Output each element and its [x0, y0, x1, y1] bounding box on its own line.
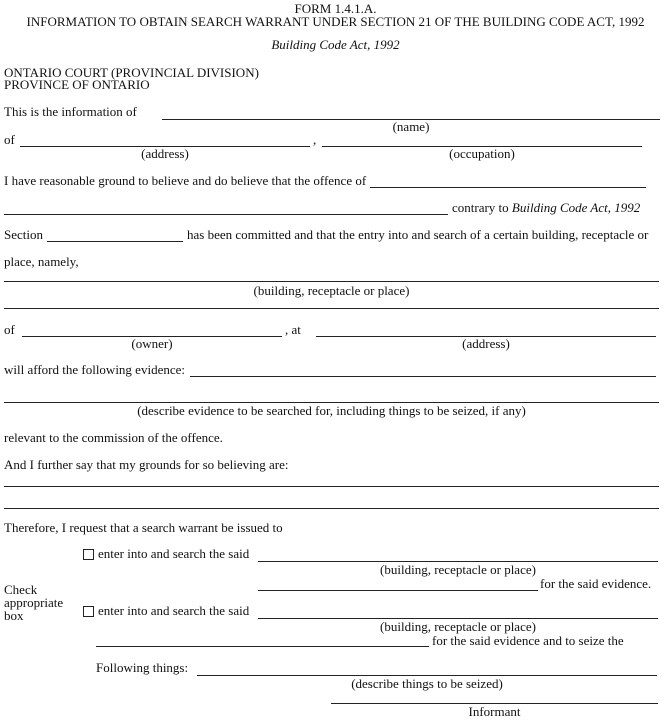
- evidence-label: will afford the following evidence:: [4, 362, 185, 377]
- committed-text: has been committed and that the entry into and search of a certain building, receptacle or: [187, 227, 649, 242]
- name-caption: (name): [392, 119, 430, 134]
- form-subtitle: Building Code Act, 1992: [271, 37, 400, 52]
- grounds-label: And I further say that my grounds for so believing are:: [4, 457, 289, 472]
- contrary-label: contrary to Building Code Act, 1992: [452, 200, 641, 215]
- form-title: INFORMATION TO OBTAIN SEARCH WARRANT UNDER SECTION 21 OF THE BUILDING CODE ACT, 1992: [26, 14, 645, 29]
- place-field-2[interactable]: [4, 308, 659, 309]
- therefore-text: Therefore, I request that a search warrant be issued to: [4, 520, 283, 535]
- option-2-caption: (building, receptacle or place): [380, 619, 536, 634]
- of-owner-label: of: [4, 322, 15, 337]
- option-2-label: enter into and search the said: [98, 603, 250, 618]
- place-namely-label: place, namely,: [4, 254, 79, 269]
- grounds-field-1[interactable]: [4, 486, 659, 487]
- following-label: Following things:: [96, 660, 189, 675]
- owner-caption: (owner): [131, 336, 173, 351]
- option-1-checkbox[interactable]: [83, 549, 94, 560]
- offence-field-2[interactable]: [4, 214, 448, 215]
- seize-text: for the said evidence and to seize the: [432, 633, 624, 648]
- comma: ,: [313, 132, 317, 147]
- owner-address-caption: (address): [462, 336, 510, 351]
- informant-label: Informant: [468, 704, 521, 719]
- option-2-checkbox[interactable]: [83, 606, 94, 617]
- occupation-caption: (occupation): [449, 146, 515, 161]
- believe-label: I have reasonable ground to believe and do believe that the offence of: [4, 173, 367, 188]
- evidence-caption: (describe evidence to be searched for, including things to be seized, if any): [137, 403, 526, 418]
- option-1-field-2[interactable]: [258, 590, 538, 591]
- box-label: box: [4, 608, 24, 623]
- option-1-label: enter into and search the said: [98, 546, 250, 561]
- for-evidence-text: for the said evidence.: [540, 576, 652, 591]
- relevant-text: relevant to the commission of the offence.: [4, 430, 223, 445]
- place-field[interactable]: [4, 281, 659, 282]
- section-label: Section: [4, 227, 43, 242]
- info-of-label: This is the information of: [4, 104, 137, 119]
- appropriate-label: appropriate: [4, 595, 64, 610]
- check-label: Check: [4, 582, 38, 597]
- grounds-field-2[interactable]: [4, 508, 659, 509]
- section-field[interactable]: [47, 241, 183, 242]
- option-2-field-2[interactable]: [96, 646, 429, 647]
- province-name: PROVINCE OF ONTARIO: [4, 77, 150, 92]
- at-label: , at: [285, 322, 301, 337]
- address-caption: (address): [141, 146, 189, 161]
- offence-field[interactable]: [370, 187, 646, 188]
- form-number: FORM 1.4.1.A.: [294, 1, 377, 16]
- things-caption: (describe things to be seized): [351, 676, 503, 691]
- place-caption: (building, receptacle or place): [253, 283, 410, 298]
- of-label: of: [4, 132, 15, 147]
- option-1-caption: (building, receptacle or place): [380, 562, 536, 577]
- court-name: ONTARIO COURT (PROVINCIAL DIVISION): [4, 65, 259, 80]
- evidence-field[interactable]: [190, 376, 656, 377]
